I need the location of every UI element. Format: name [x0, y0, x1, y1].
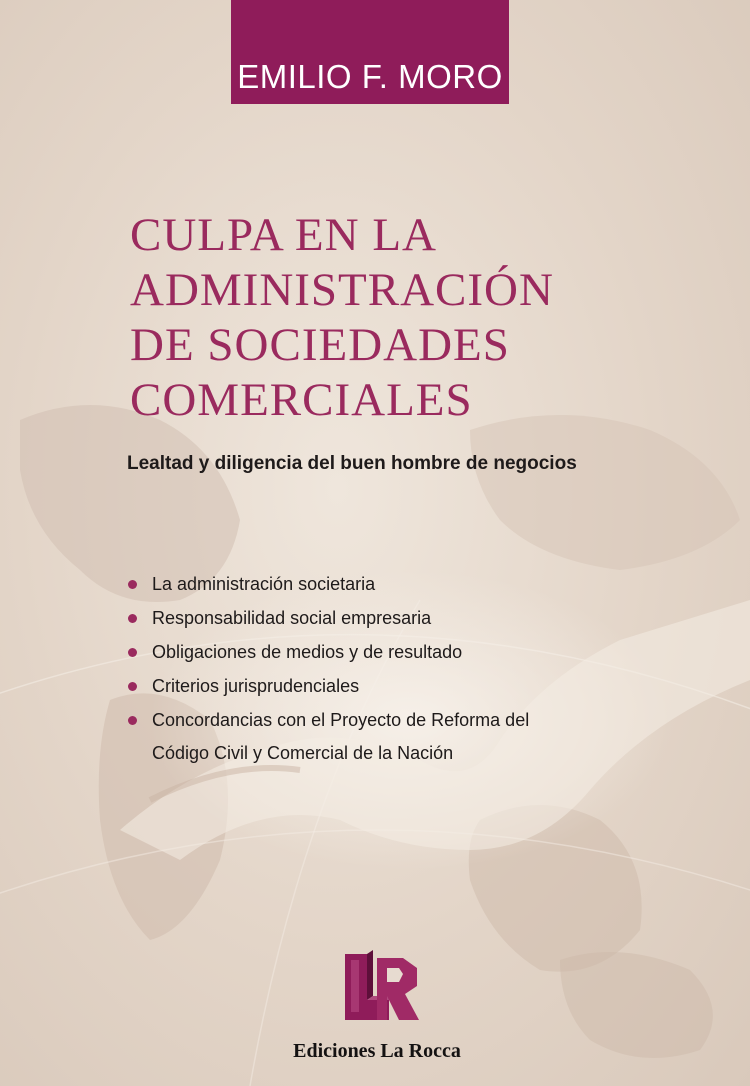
- topic-item: [127, 606, 647, 630]
- author-name: EMILIO F. MORO: [237, 58, 503, 95]
- bullet-dot-icon: [128, 716, 137, 725]
- bullet-dot-icon: [128, 648, 137, 657]
- author-band: [231, 0, 509, 104]
- topic-text: Criterios jurisprudenciales: [152, 676, 360, 696]
- topic-list: [127, 572, 647, 775]
- book-subtitle: Lealtad y diligencia del buen hombre de negocios: [127, 453, 577, 474]
- topic-item: [127, 708, 647, 765]
- topic-text: La administración societaria: [152, 574, 376, 594]
- topic-text: Obligaciones de medios y de resultado: [152, 642, 463, 662]
- publisher-logo-lr-icon: [337, 948, 427, 1026]
- topic-item: [127, 572, 647, 596]
- title-line: DE SOCIEDADES: [130, 319, 510, 371]
- topic-text: Concordancias con el Proyecto de Reforma del: [152, 710, 530, 730]
- publisher-name: Ediciones La Rocca: [293, 1040, 461, 1062]
- bullet-dot-icon: [128, 682, 137, 691]
- bullet-dot-icon: [128, 614, 137, 623]
- book-title: [130, 208, 730, 428]
- topic-item: [127, 640, 647, 664]
- title-line: ADMINISTRACIÓN: [130, 264, 554, 316]
- topic-item: [127, 674, 647, 698]
- bullet-dot-icon: [128, 580, 137, 589]
- title-line: CULPA EN LA: [130, 209, 437, 261]
- topic-text: Responsabilidad social empresaria: [152, 608, 432, 628]
- topic-text-continuation: Código Civil y Comercial de la Nación: [152, 743, 454, 763]
- title-line: COMERCIALES: [130, 374, 473, 426]
